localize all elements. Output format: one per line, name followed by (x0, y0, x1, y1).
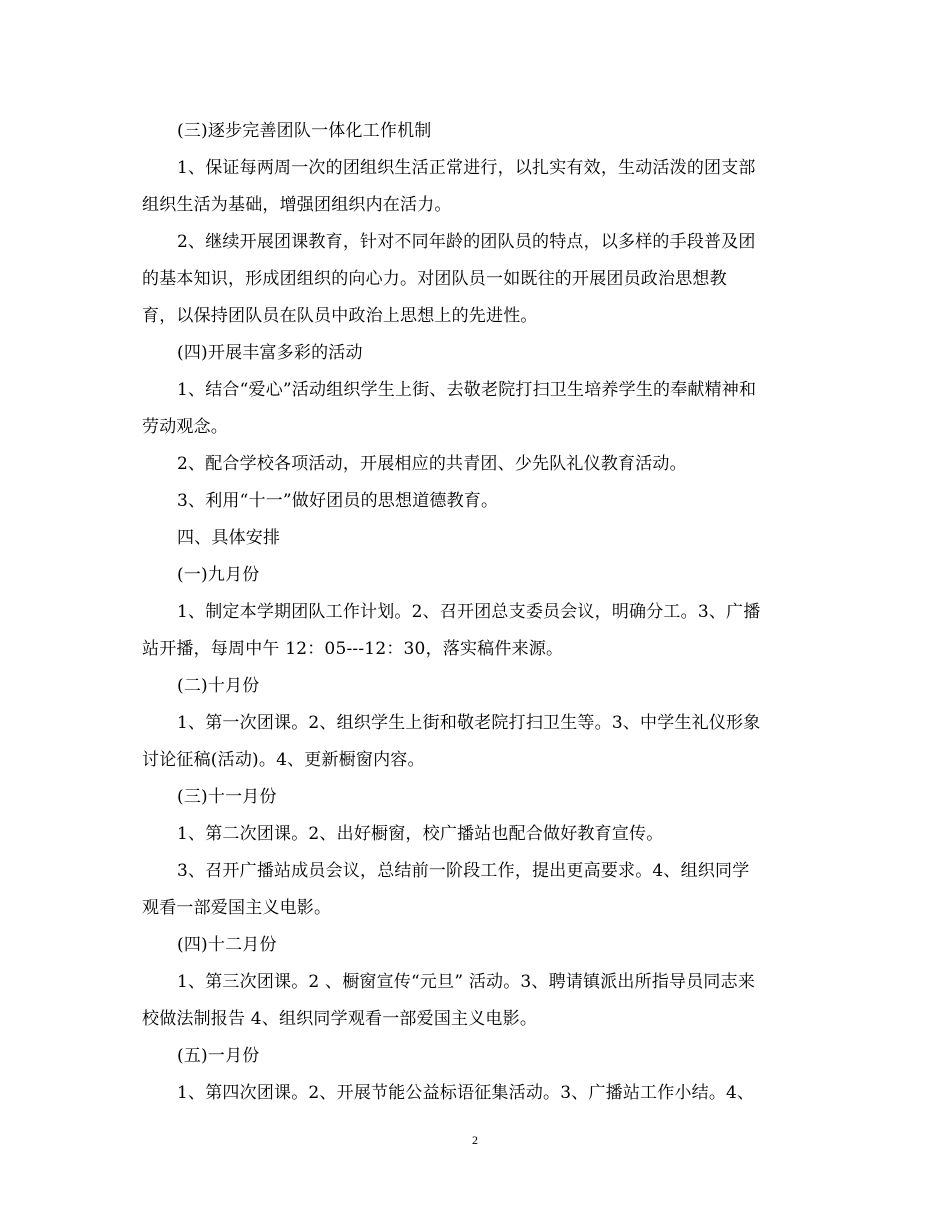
paragraph-line: 讨论征稿(活动)。4、更新橱窗内容。 (142, 750, 425, 770)
paragraph-line: 观看一部爱国主义电影。 (142, 898, 332, 918)
paragraph-line: 劳动观念。 (142, 417, 228, 437)
paragraph-line: 2、配合学校各项活动，开展相应的共青团、少先队礼仪教育活动。 (177, 454, 687, 474)
paragraph-line: 1、制定本学期团队工作计划。2、召开团总支委员会议，明确分工。3、广播 (177, 602, 761, 622)
section-heading-activities: (四)开展丰富多彩的活动 (177, 343, 363, 363)
month-heading-october: (二)十月份 (177, 676, 260, 696)
section-heading-arrangement: 四、具体安排 (177, 528, 281, 548)
paragraph-line: 1、第三次团课。2 、橱窗宣传“元旦” 活动。3、聘请镇派出所指导员同志来 (177, 972, 756, 992)
page-number: 2 (472, 1133, 478, 1147)
paragraph-line: 站开播，每周中午 12：05---12：30，落实稿件来源。 (142, 639, 564, 659)
paragraph-line: 1、第四次团课。2、开展节能公益标语征集活动。3、广播站工作小结。4、 (177, 1083, 755, 1103)
paragraph-line: 1、第一次团课。2、组织学生上街和敬老院打扫卫生等。3、中学生礼仪形象 (177, 713, 761, 733)
paragraph-line: 1、结合“爱心”活动组织学生上街、去敬老院打扫卫生培养学生的奉献精神和 (177, 380, 757, 400)
paragraph-line: 2、继续开展团课教育，针对不同年龄的团队员的特点，以多样的手段普及团 (177, 232, 756, 252)
paragraph-line: 校做法制报告 4、组织同学观看一部爱国主义电影。 (142, 1009, 538, 1029)
paragraph-line: 组织生活为基础，增强团组织内在活力。 (142, 195, 452, 215)
paragraph-line: 1、保证每两周一次的团组织生活正常进行，以扎实有效，生动活泼的团支部 (177, 158, 756, 178)
month-heading-september: (一)九月份 (177, 565, 260, 585)
paragraph-line: 3、召开广播站成员会议，总结前一阶段工作，提出更高要求。4、组织同学 (177, 861, 750, 881)
paragraph-line: 育，以保持团队员在队员中政治上思想上的先进性。 (142, 306, 538, 326)
month-heading-december: (四)十二月份 (177, 935, 277, 955)
section-heading-improve-mechanism: (三)逐步完善团队一体化工作机制 (177, 121, 432, 141)
month-heading-january: (五)一月份 (177, 1046, 260, 1066)
paragraph-line: 3、利用“十一”做好团员的思想道德教育。 (177, 491, 499, 511)
month-heading-november: (三)十一月份 (177, 787, 277, 807)
paragraph-line: 的基本知识，形成团组织的向心力。对团队员一如既往的开展团员政治思想教 (142, 269, 727, 289)
paragraph-line: 1、第二次团课。2、出好橱窗，校广播站也配合做好教育宣传。 (177, 824, 664, 844)
